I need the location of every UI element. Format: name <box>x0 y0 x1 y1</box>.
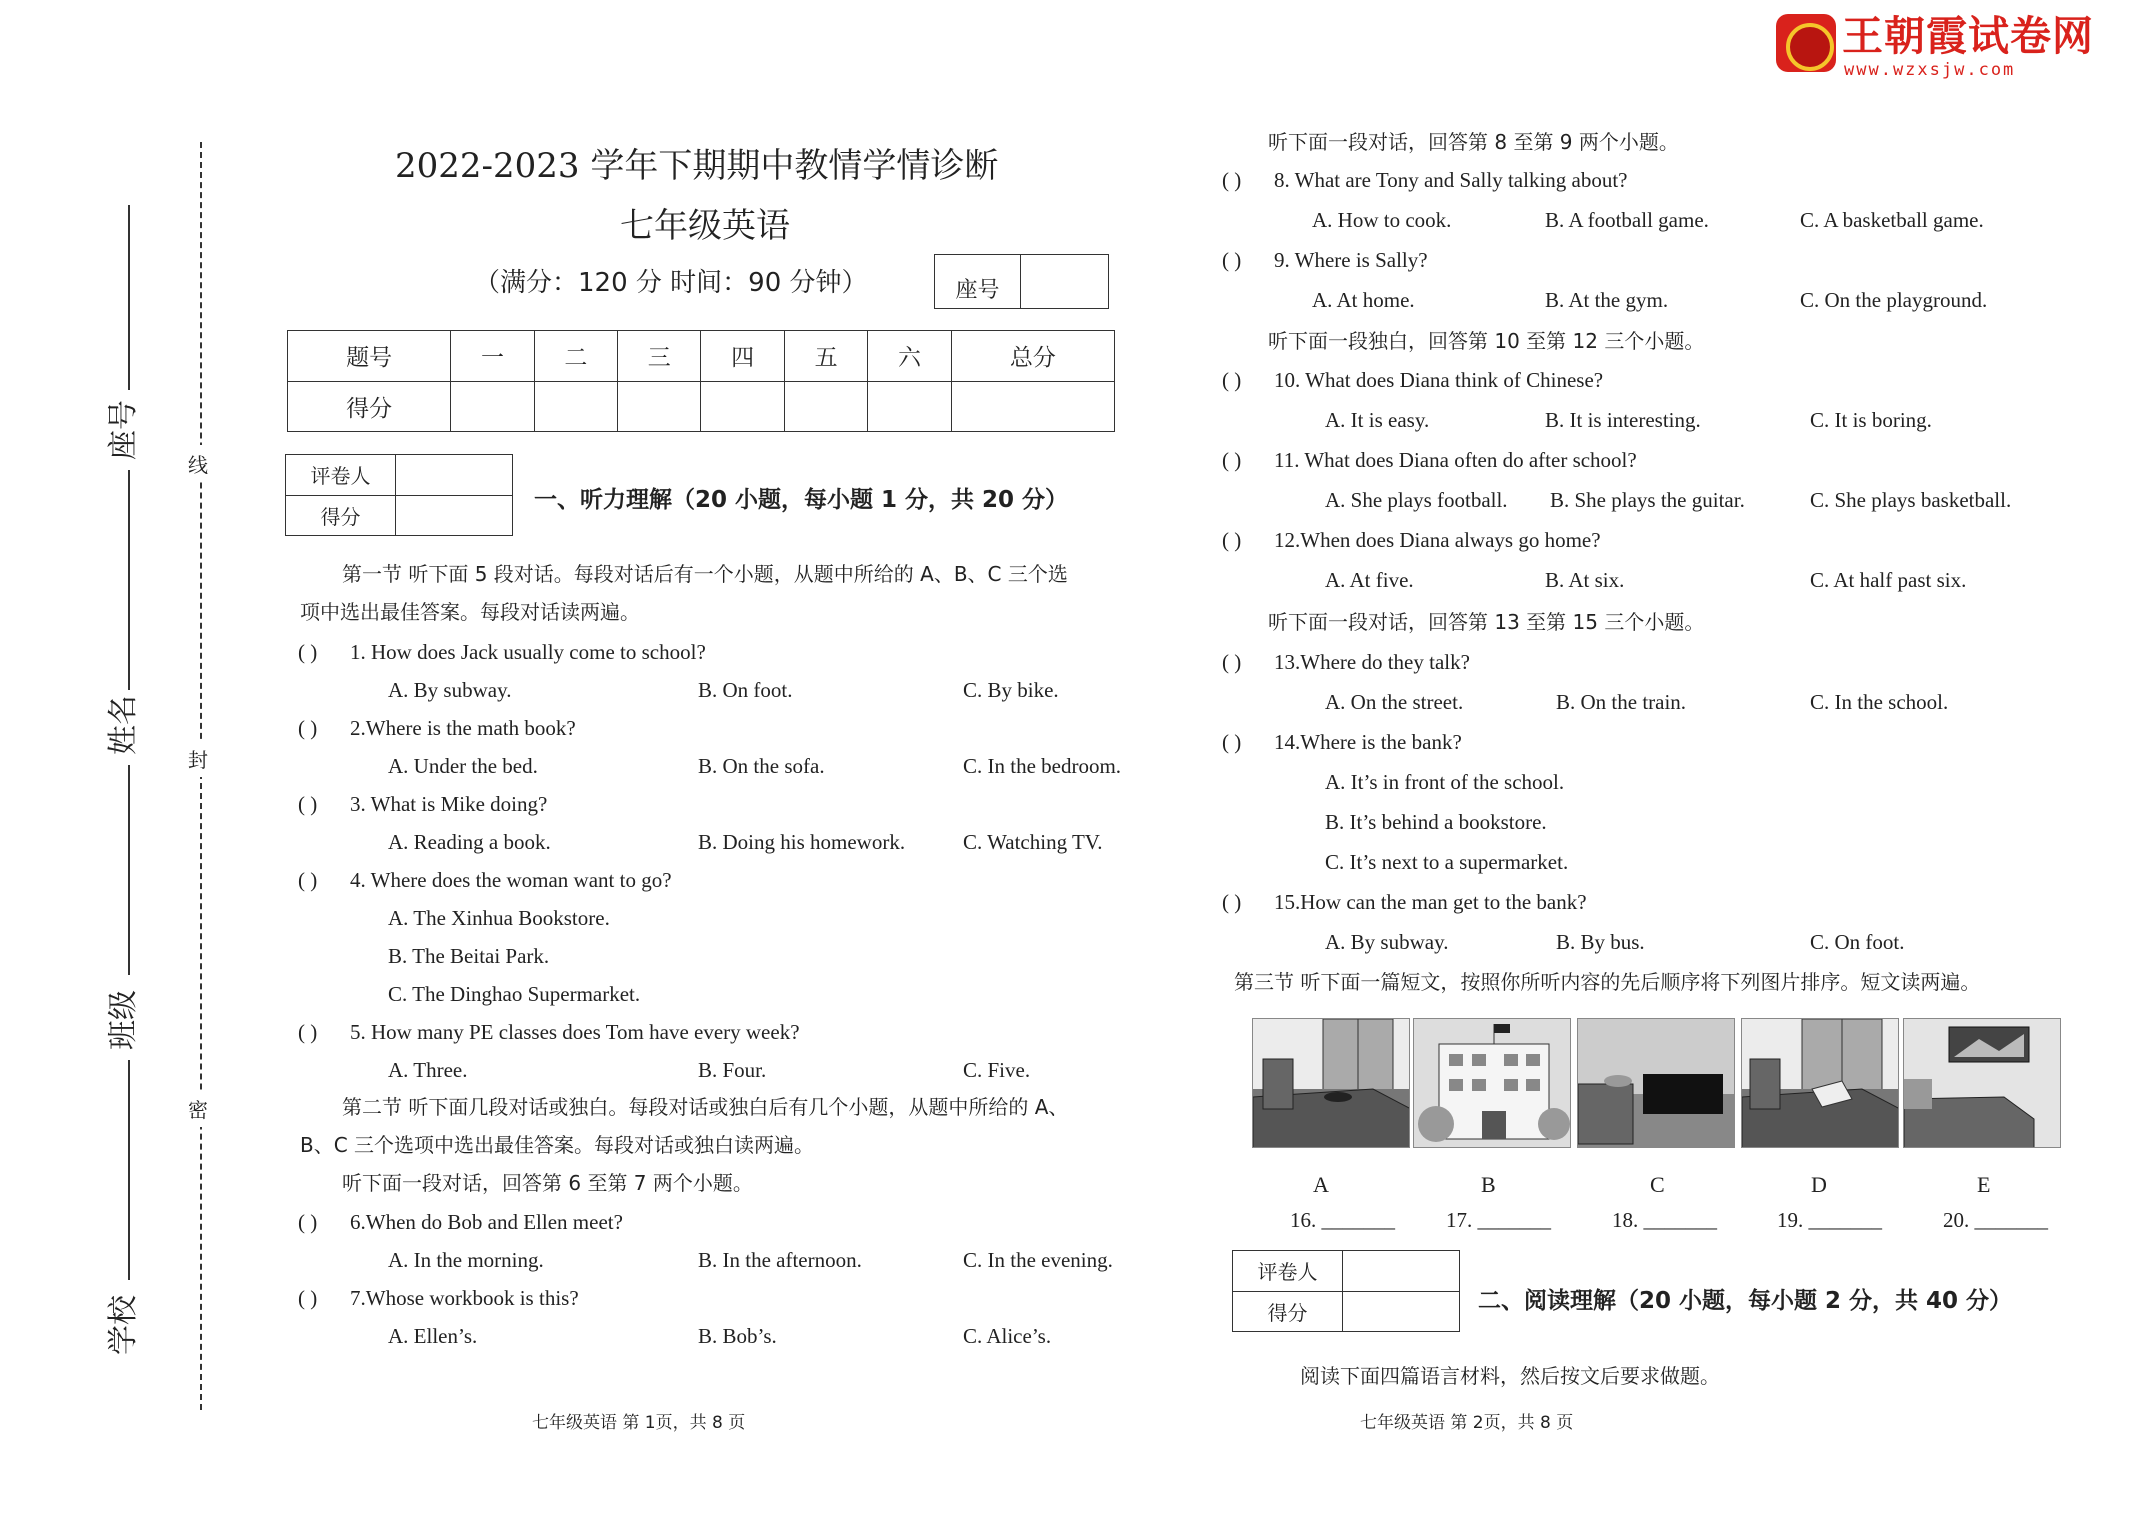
class-field-label: 班级 <box>106 990 141 1050</box>
part1-intro-line1: 第一节 听下面 5 段对话。每段对话后有一个小题，从题中所给的 A、B、C 三个选 <box>342 562 1068 586</box>
question-13-option-a: A. On the street. <box>1325 690 1464 714</box>
question-7-option-a: A. Ellen’s. <box>388 1324 478 1348</box>
grader-score-label: 得分 <box>1233 1291 1343 1332</box>
footer-page-2: 七年级英语 第 2页，共 8 页 <box>1360 1413 1574 1433</box>
picture-label-b: B <box>1481 1172 1496 1197</box>
answer-paren[interactable]: ( ) <box>1222 168 1242 192</box>
question-2-stem: 2.Where is the math book? <box>350 716 576 740</box>
grader-input[interactable] <box>1343 1251 1460 1292</box>
question-1-option-c: C. By bike. <box>963 678 1059 702</box>
score-cell[interactable] <box>451 381 534 432</box>
site-logo <box>1776 12 2094 80</box>
part3-intro: 第三节 听下面一篇短文，按照你所听内容的先后顺序将下列图片排序。短文读两遍。 <box>1234 970 1981 994</box>
question-15-stem: 15.How can the man get to the bank? <box>1274 890 1587 914</box>
answer-paren[interactable]: ( ) <box>298 1020 318 1044</box>
question-8-stem: 8. What are Tony and Sally talking about? <box>1274 168 1628 192</box>
question-7-option-b: B. Bob’s. <box>698 1324 777 1348</box>
picture-label-d: D <box>1811 1172 1827 1197</box>
question-6-option-b: B. In the afternoon. <box>698 1248 862 1272</box>
part1-intro-line2: 项中选出最佳答案。每段对话读两遍。 <box>300 600 640 624</box>
question-15-option-c: C. On foot. <box>1810 930 1905 954</box>
school-write-line <box>128 1060 130 1280</box>
exam-title: 2022-2023 学年下期期中教情学情诊断 <box>395 146 999 186</box>
question-12-option-c: C. At half past six. <box>1810 568 1967 592</box>
question-4-stem: 4. Where does the woman want to go? <box>350 868 672 892</box>
question-12-stem: 12.When does Diana always go home? <box>1274 528 1601 552</box>
question-10-option-b: B. It is interesting. <box>1545 408 1701 432</box>
part2-intro-6-7: 听下面一段对话，回答第 6 至第 7 两个小题。 <box>342 1171 753 1195</box>
picture-c-desk <box>1577 1018 1735 1148</box>
question-9-option-c: C. On the playground. <box>1800 288 1988 312</box>
question-15-option-a: A. By subway. <box>1325 930 1449 954</box>
score-cell[interactable] <box>951 381 1114 432</box>
picture-e-bed-painting <box>1903 1018 2061 1148</box>
question-3-option-c: C. Watching TV. <box>963 830 1103 854</box>
question-10-option-c: C. It is boring. <box>1810 408 1932 432</box>
answer-paren[interactable]: ( ) <box>1222 528 1242 552</box>
question-6-option-c: C. In the evening. <box>963 1248 1113 1272</box>
exam-subject: 七年级英语 <box>620 206 790 246</box>
question-5-stem: 5. How many PE classes does Tom have every week? <box>350 1020 800 1044</box>
name-write-line <box>128 470 130 690</box>
score-header-cell: 三 <box>618 331 701 382</box>
question-2-option-b: B. On the sofa. <box>698 754 825 778</box>
score-header-cell: 总分 <box>951 331 1114 382</box>
question-5-option-a: A. Three. <box>388 1058 468 1082</box>
part2-intro-13-15: 听下面一段对话，回答第 13 至第 15 三个小题。 <box>1268 610 1705 634</box>
question-5-option-c: C. Five. <box>963 1058 1031 1082</box>
picture-label-a: A <box>1313 1172 1329 1197</box>
picture-label-c: C <box>1650 1172 1665 1197</box>
answer-paren[interactable]: ( ) <box>298 640 318 664</box>
score-cell[interactable] <box>868 381 951 432</box>
score-header-cell: 六 <box>868 331 951 382</box>
question-14-option-a: A. It’s in front of the school. <box>1325 770 1565 794</box>
part2-intro-line2: B、C 三个选项中选出最佳答案。每段对话或独白读两遍。 <box>300 1133 815 1157</box>
picture-d-bedroom-clothes <box>1741 1018 1899 1148</box>
score-header-cell: 一 <box>451 331 534 382</box>
question-7-stem: 7.Whose workbook is this? <box>350 1286 579 1310</box>
section2-title: 二、阅读理解（20 小题，每小题 2 分，共 40 分） <box>1478 1288 2013 1314</box>
question-11-option-a: A. She plays football. <box>1325 488 1508 512</box>
question-10-stem: 10. What does Diana think of Chinese? <box>1274 368 1604 392</box>
score-table <box>287 330 1115 432</box>
name-field-label: 姓名 <box>106 695 141 755</box>
logo-name: 王朝霞试卷网 <box>1842 12 2094 60</box>
logo-seal-icon <box>1776 14 1836 72</box>
score-cell[interactable] <box>784 381 867 432</box>
part2-intro-line1: 第二节 听下面几段对话或独白。每段对话或独白后有几个小题，从题中所给的 A、 <box>342 1095 1069 1119</box>
question-5-option-b: B. Four. <box>698 1058 767 1082</box>
logo-url: www.wzxsjw.com <box>1844 60 2016 80</box>
score-header-cell: 五 <box>784 331 867 382</box>
question-3-stem: 3. What is Mike doing? <box>350 792 548 816</box>
seat-number-input[interactable] <box>1021 255 1109 309</box>
class-write-line <box>128 765 130 975</box>
question-10-option-a: A. It is easy. <box>1325 408 1430 432</box>
grader-score-label: 得分 <box>286 495 396 536</box>
answer-blank-19[interactable]: 19. _______ <box>1777 1208 1882 1232</box>
answer-paren[interactable]: ( ) <box>1222 248 1242 272</box>
grader-label: 评卷人 <box>286 455 396 496</box>
part2-intro-8-9: 听下面一段对话，回答第 8 至第 9 两个小题。 <box>1268 130 1679 154</box>
question-8-option-c: C. A basketball game. <box>1800 208 1984 232</box>
question-9-option-b: B. At the gym. <box>1545 288 1669 312</box>
answer-blank-18[interactable]: 18. _______ <box>1612 1208 1717 1232</box>
question-6-option-a: A. In the morning. <box>388 1248 544 1272</box>
question-6-stem: 6.When do Bob and Ellen meet? <box>350 1210 623 1234</box>
score-cell[interactable] <box>618 381 701 432</box>
seat-field-label: 座号 <box>106 400 141 460</box>
question-9-stem: 9. Where is Sally? <box>1274 248 1428 272</box>
answer-paren[interactable]: ( ) <box>1222 650 1242 674</box>
grader-box-2 <box>1232 1250 1460 1332</box>
question-14-stem: 14.Where is the bank? <box>1274 730 1462 754</box>
question-1-option-a: A. By subway. <box>388 678 512 702</box>
question-4-option-c: C. The Dinghao Supermarket. <box>388 982 641 1006</box>
grader-label: 评卷人 <box>1233 1251 1343 1292</box>
answer-paren[interactable]: ( ) <box>1222 730 1242 754</box>
answer-paren[interactable]: ( ) <box>298 716 318 740</box>
seat-write-line <box>128 205 130 390</box>
question-2-option-c: C. In the bedroom. <box>963 754 1122 778</box>
answer-paren[interactable]: ( ) <box>298 868 318 892</box>
seat-number-label: 座号 <box>935 255 1021 309</box>
question-13-option-c: C. In the school. <box>1810 690 1949 714</box>
answer-blank-16[interactable]: 16. _______ <box>1290 1208 1395 1232</box>
score-header-cell: 二 <box>534 331 617 382</box>
score-header-cell: 题号 <box>288 331 451 382</box>
question-3-option-b: B. Doing his homework. <box>698 830 906 854</box>
picture-label-e: E <box>1977 1172 1991 1197</box>
section2-intro: 阅读下面四篇语言材料，然后按文后要求做题。 <box>1300 1364 1720 1388</box>
question-3-option-a: A. Reading a book. <box>388 830 551 854</box>
binding-mark-xian: 线 <box>188 445 208 482</box>
grader-box-1 <box>285 454 513 536</box>
question-13-stem: 13.Where do they talk? <box>1274 650 1470 674</box>
question-8-option-a: A. How to cook. <box>1312 208 1452 232</box>
grader-score-input[interactable] <box>396 495 513 536</box>
question-12-option-a: A. At five. <box>1325 568 1414 592</box>
question-11-stem: 11. What does Diana often do after school? <box>1274 448 1637 472</box>
school-field-label: 学校 <box>106 1295 141 1355</box>
question-14-option-b: B. It’s behind a bookstore. <box>1325 810 1547 834</box>
question-8-option-b: B. A football game. <box>1545 208 1709 232</box>
question-14-option-c: C. It’s next to a supermarket. <box>1325 850 1569 874</box>
grader-score-input[interactable] <box>1343 1291 1460 1332</box>
seat-number-box <box>934 254 1109 309</box>
section1-title: 一、听力理解（20 小题，每小题 1 分，共 20 分） <box>534 487 1069 513</box>
grader-input[interactable] <box>396 455 513 496</box>
question-4-option-b: B. The Beitai Park. <box>388 944 550 968</box>
answer-paren[interactable]: ( ) <box>298 1210 318 1234</box>
question-15-option-b: B. By bus. <box>1556 930 1645 954</box>
answer-paren[interactable]: ( ) <box>1222 890 1242 914</box>
exam-meta: （满分：120 分 时间：90 分钟） <box>474 268 868 298</box>
score-header-cell: 四 <box>701 331 784 382</box>
score-cell[interactable] <box>701 381 784 432</box>
score-cell[interactable] <box>534 381 617 432</box>
answer-blank-20[interactable]: 20. _______ <box>1943 1208 2048 1232</box>
question-4-option-a: A. The Xinhua Bookstore. <box>388 906 610 930</box>
footer-page-1: 七年级英语 第 1页，共 8 页 <box>532 1413 746 1433</box>
picture-a-bedroom-bed <box>1252 1018 1410 1148</box>
question-7-option-c: C. Alice’s. <box>963 1324 1052 1348</box>
question-13-option-b: B. On the train. <box>1556 690 1687 714</box>
answer-blank-17[interactable]: 17. _______ <box>1446 1208 1551 1232</box>
answer-paren[interactable]: ( ) <box>298 792 318 816</box>
picture-b-school-building <box>1413 1018 1571 1148</box>
score-row-label: 得分 <box>288 381 451 432</box>
question-11-option-c: C. She plays basketball. <box>1810 488 2012 512</box>
part2-intro-10-12: 听下面一段独白，回答第 10 至第 12 三个小题。 <box>1268 329 1705 353</box>
answer-paren[interactable]: ( ) <box>1222 448 1242 472</box>
question-12-option-b: B. At six. <box>1545 568 1625 592</box>
question-9-option-a: A. At home. <box>1312 288 1415 312</box>
answer-paren[interactable]: ( ) <box>1222 368 1242 392</box>
question-11-option-b: B. She plays the guitar. <box>1550 488 1745 512</box>
binding-mark-mi: 密 <box>188 1090 208 1127</box>
answer-paren[interactable]: ( ) <box>298 1286 318 1310</box>
question-1-option-b: B. On foot. <box>698 678 793 702</box>
binding-mark-feng: 封 <box>188 740 208 777</box>
question-2-option-a: A. Under the bed. <box>388 754 538 778</box>
question-1-stem: 1. How does Jack usually come to school? <box>350 640 706 664</box>
